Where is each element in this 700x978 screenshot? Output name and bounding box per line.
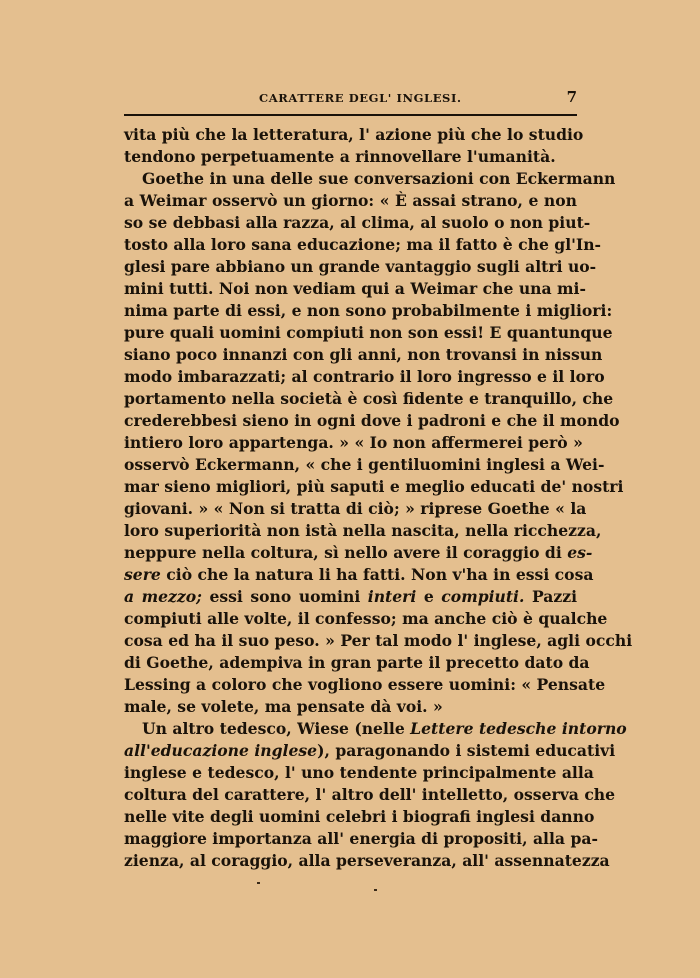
header-rule — [124, 114, 577, 116]
text-line: zienza, al coraggio, alla perseveranza, all' assennatezza — [124, 851, 610, 870]
text-line: vita più che la letteratura, l' azione più che lo studio — [124, 125, 584, 144]
text-line: pure quali uomini compiuti non son essi! E quantunque — [124, 323, 613, 342]
running-head — [124, 88, 577, 108]
text-line: modo imbarazzati; al contrario il loro ingresso e il loro — [124, 367, 605, 386]
text-line: osservò Eckermann, « che i gentiluomini inglesi a Wei- — [124, 455, 605, 474]
page-number: 7 — [566, 88, 577, 106]
text-line: nelle vite degli uomini celebri i biografi inglesi danno — [124, 807, 595, 826]
text-line: compiuti alle volte, il confesso; ma anche ciò è qualche — [124, 609, 608, 628]
text-line: a Weimar osservò un giorno: « È assai strano, e non — [124, 191, 577, 210]
text-line: sere ciò che la natura li ha fatti. Non v'ha in essi cosa — [124, 565, 594, 584]
text-line: so se debbasi alla razza, al clima, al suolo o non piut- — [124, 213, 591, 232]
running-head-title: CARATTERE DEGL' INGLESI. — [259, 91, 462, 105]
text-line: Lessing a coloro che vogliono essere uomini: « Pensate — [124, 675, 606, 694]
text-line: intiero loro appartenga. » « Io non affermerei però » — [124, 433, 583, 452]
text-line: tosto alla loro sana educazione; ma il fatto è che gl'In- — [124, 235, 602, 254]
text-line: maggiore importanza all' energia di propositi, alla pa- — [124, 829, 598, 848]
text-line: di Goethe, adempiva in gran parte il precetto dato da — [124, 653, 590, 672]
text-line: mar sieno migliori, più saputi e meglio educati de' nostri — [124, 477, 624, 496]
body-text — [124, 124, 633, 872]
text-line: cosa ed ha il suo peso. » Per tal modo l' inglese, agli occhi — [124, 631, 633, 650]
text-line: portamento nella società è così fidente e tranquillo, che — [124, 389, 614, 408]
text-line: mini tutti. Noi non vediam qui a Weimar che una mi- — [124, 279, 586, 298]
ink-speck — [257, 882, 260, 884]
text-line: crederebbesi sieno in ogni dove i padroni e che il mondo — [124, 411, 620, 430]
text-line: neppure nella coltura, sì nello avere il coraggio di es- — [124, 543, 593, 562]
ink-speck — [374, 889, 377, 891]
text-line: tendono perpetuamente a rinnovellare l'umanità. — [124, 147, 556, 166]
text-line: glesi pare abbiano un grande vantaggio sugli altri uo- — [124, 257, 597, 276]
text-line: a mezzo; essi sono uomini interi e compiuti. Pazzi — [124, 587, 577, 606]
text-line: nima parte di essi, e non sono probabilmente i migliori: — [124, 301, 613, 320]
text-line: loro superiorità non istà nella nascita, nella ricchezza, — [124, 521, 602, 540]
text-line: male, se volete, ma pensate dà voi. » — [124, 697, 443, 716]
text-line: Goethe in una delle sue conversazioni con Eckermann — [142, 169, 616, 188]
text-line: Un altro tedesco, Wiese (nelle Lettere tedesche intorno — [142, 719, 627, 738]
book-page — [124, 88, 633, 872]
text-line: inglese e tedesco, l' uno tendente principalmente alla — [124, 763, 594, 782]
text-line: coltura del carattere, l' altro dell' intelletto, osserva che — [124, 785, 616, 804]
text-line: giovani. » « Non si tratta di ciò; » riprese Goethe « la — [124, 499, 587, 518]
text-line: siano poco innanzi con gli anni, non trovansi in nissun — [124, 345, 603, 364]
text-line: all'educazione inglese), paragonando i sistemi educativi — [124, 741, 616, 760]
